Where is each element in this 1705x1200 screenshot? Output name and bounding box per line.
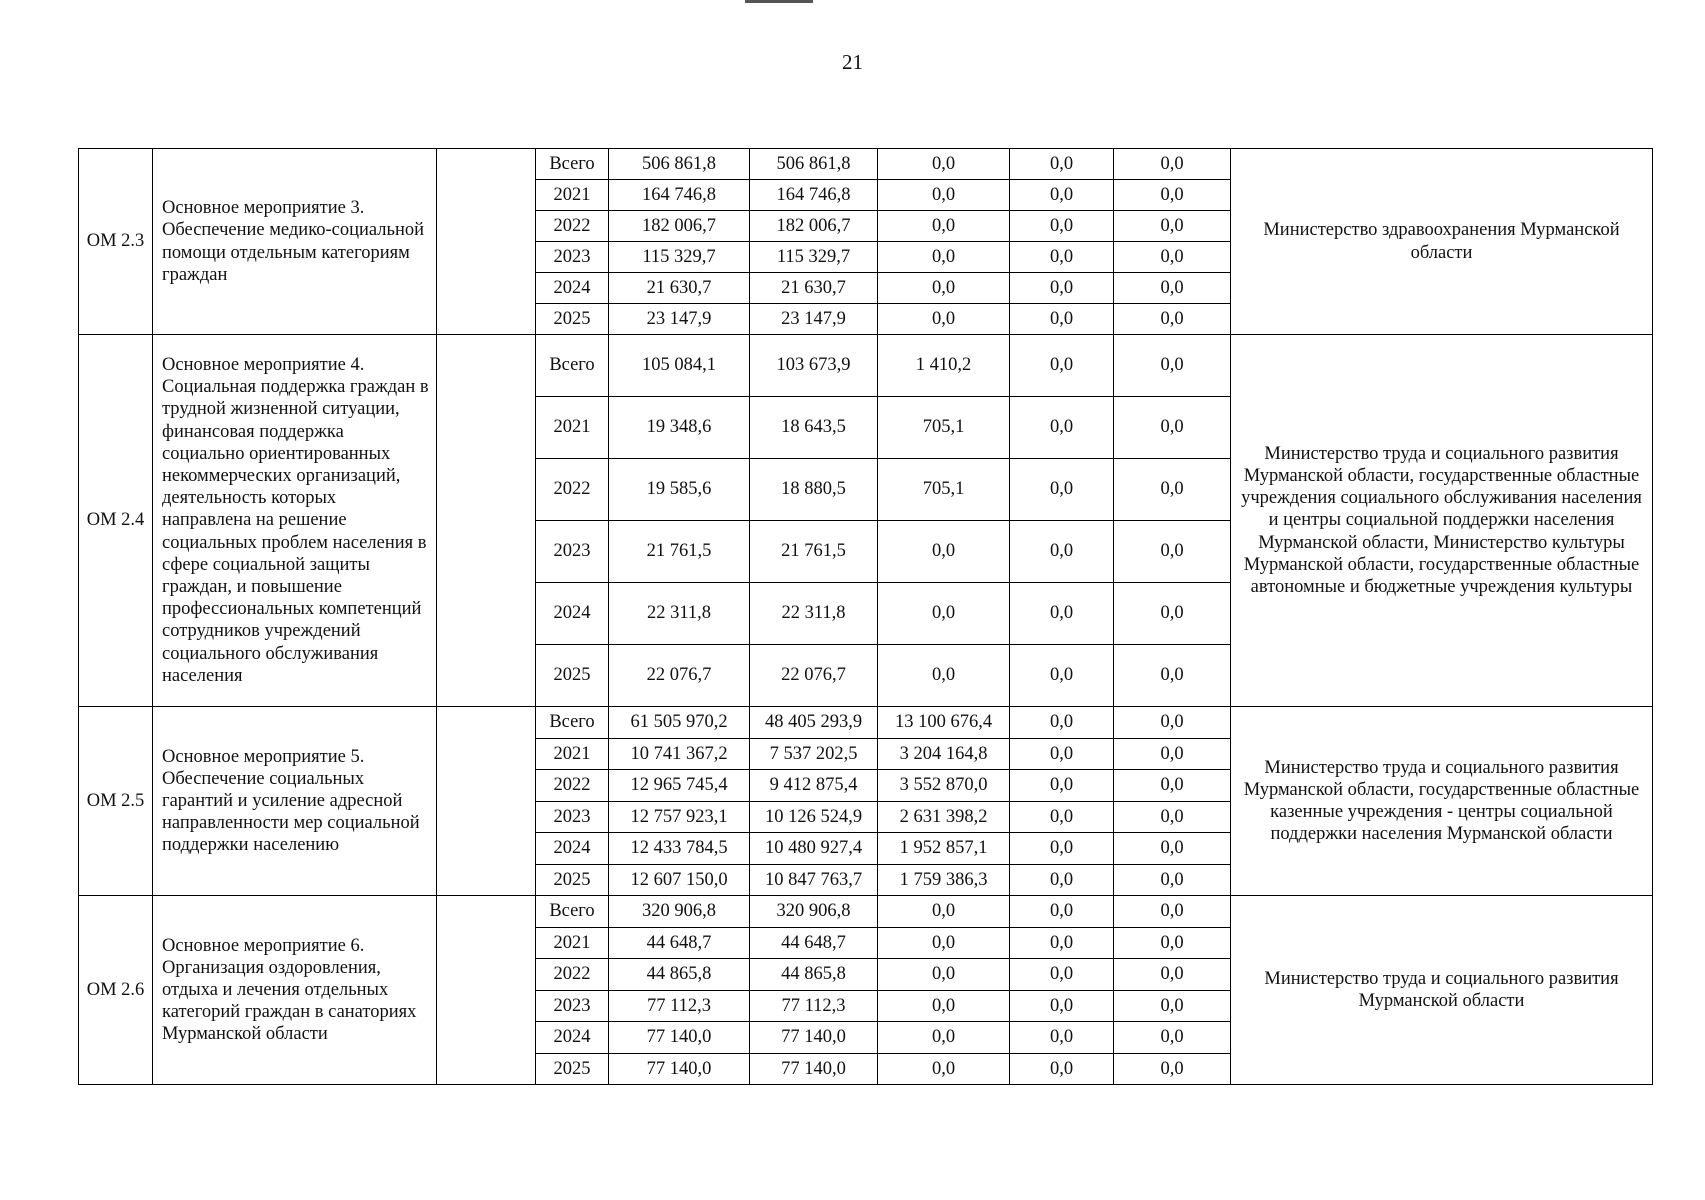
amount-cell-v4: 0,0	[1010, 927, 1114, 959]
amount-cell-v1: 77 140,0	[609, 1022, 750, 1054]
amount-cell-v3: 1 952 857,1	[878, 833, 1010, 865]
amount-cell-v3: 0,0	[878, 180, 1010, 211]
amount-cell-v2: 164 746,8	[750, 180, 878, 211]
amount-cell-v4: 0,0	[1010, 459, 1114, 521]
amount-cell-v2: 182 006,7	[750, 211, 878, 242]
year-cell: 2025	[536, 645, 609, 707]
amount-cell-v2: 103 673,9	[750, 335, 878, 397]
amount-cell-v1: 77 140,0	[609, 1053, 750, 1085]
amount-cell-v2: 7 537 202,5	[750, 738, 878, 770]
amount-cell-v4: 0,0	[1010, 211, 1114, 242]
amount-cell-v1: 12 607 150,0	[609, 864, 750, 896]
amount-cell-v2: 44 648,7	[750, 927, 878, 959]
year-cell: 2021	[536, 927, 609, 959]
amount-cell-v5: 0,0	[1114, 770, 1231, 802]
executor-cell: Министерство труда и социального развития Мурманской области, государственные областные казенные учреждения - центры социальной поддержки населения Мурманской области	[1231, 707, 1653, 896]
amount-cell-v3: 0,0	[878, 242, 1010, 273]
year-cell: 2022	[536, 459, 609, 521]
amount-cell-v3: 0,0	[878, 521, 1010, 583]
year-cell: 2023	[536, 801, 609, 833]
amount-cell-v3: 0,0	[878, 273, 1010, 304]
amount-cell-v5: 0,0	[1114, 738, 1231, 770]
amount-cell-v2: 77 112,3	[750, 990, 878, 1022]
amount-cell-v3: 705,1	[878, 397, 1010, 459]
amount-cell-v2: 21 761,5	[750, 521, 878, 583]
measure-code: ОМ 2.5	[79, 707, 153, 896]
amount-cell-v1: 10 741 367,2	[609, 738, 750, 770]
empty-cell	[437, 149, 536, 335]
measure-code: ОМ 2.4	[79, 335, 153, 707]
amount-cell-v2: 10 126 524,9	[750, 801, 878, 833]
amount-cell-v3: 705,1	[878, 459, 1010, 521]
amount-cell-v3: 0,0	[878, 990, 1010, 1022]
amount-cell-v4: 0,0	[1010, 1022, 1114, 1054]
amount-cell-v1: 320 906,8	[609, 896, 750, 928]
amount-cell-v3: 1 759 386,3	[878, 864, 1010, 896]
amount-cell-v2: 23 147,9	[750, 304, 878, 335]
amount-cell-v5: 0,0	[1114, 180, 1231, 211]
year-cell: 2025	[536, 304, 609, 335]
amount-cell-v4: 0,0	[1010, 738, 1114, 770]
amount-cell-v4: 0,0	[1010, 896, 1114, 928]
amount-cell-v1: 44 648,7	[609, 927, 750, 959]
amount-cell-v3: 0,0	[878, 1053, 1010, 1085]
measure-name: Основное мероприятие 5. Обеспечение социальных гарантий и усиление адресной направленности мер социальной поддержки населению	[153, 707, 437, 896]
amount-cell-v1: 105 084,1	[609, 335, 750, 397]
amount-cell-v5: 0,0	[1114, 304, 1231, 335]
amount-cell-v1: 19 348,6	[609, 397, 750, 459]
empty-cell	[437, 896, 536, 1085]
amount-cell-v3: 3 204 164,8	[878, 738, 1010, 770]
executor-cell: Министерство труда и социального развития Мурманской области, государственные областные учреждения социального обслуживания населения и центры социальной поддержки населения Мурманской области, Министерство культуры Мурманской области, государственные областные автономные и бюджетные учреждения культуры	[1231, 335, 1653, 707]
amount-cell-v4: 0,0	[1010, 864, 1114, 896]
year-cell: 2025	[536, 864, 609, 896]
measure-name: Основное мероприятие 4. Социальная поддержка граждан в трудной жизненной ситуации, финансовая поддержка социально ориентированных некоммерческих организаций, деятельность которых направлена на решение социальных проблем населения в сфере социальной защиты граждан, и повышение профессиональных компетенций сотрудников учреждений социального обслуживания населения	[153, 335, 437, 707]
year-cell: Всего	[536, 335, 609, 397]
amount-cell-v2: 44 865,8	[750, 959, 878, 991]
amount-cell-v5: 0,0	[1114, 896, 1231, 928]
executor-cell: Министерство труда и социального развития Мурманской области	[1231, 896, 1653, 1085]
amount-cell-v1: 12 965 745,4	[609, 770, 750, 802]
amount-cell-v4: 0,0	[1010, 959, 1114, 991]
amount-cell-v5: 0,0	[1114, 1022, 1231, 1054]
amount-cell-v4: 0,0	[1010, 304, 1114, 335]
amount-cell-v4: 0,0	[1010, 645, 1114, 707]
amount-cell-v4: 0,0	[1010, 801, 1114, 833]
year-cell: Всего	[536, 707, 609, 739]
empty-cell	[437, 335, 536, 707]
amount-cell-v3: 0,0	[878, 211, 1010, 242]
amount-cell-v5: 0,0	[1114, 707, 1231, 739]
amount-cell-v2: 10 847 763,7	[750, 864, 878, 896]
year-cell: 2022	[536, 770, 609, 802]
table-row	[79, 335, 1653, 397]
measure-code: ОМ 2.3	[79, 149, 153, 335]
amount-cell-v2: 48 405 293,9	[750, 707, 878, 739]
amount-cell-v3: 0,0	[878, 304, 1010, 335]
amount-cell-v1: 115 329,7	[609, 242, 750, 273]
year-cell: 2024	[536, 583, 609, 645]
amount-cell-v5: 0,0	[1114, 521, 1231, 583]
amount-cell-v4: 0,0	[1010, 242, 1114, 273]
funding-table	[78, 148, 1653, 1085]
empty-cell	[437, 707, 536, 896]
table-row	[79, 707, 1653, 739]
amount-cell-v3: 2 631 398,2	[878, 801, 1010, 833]
amount-cell-v5: 0,0	[1114, 1053, 1231, 1085]
year-cell: 2021	[536, 180, 609, 211]
amount-cell-v3: 0,0	[878, 927, 1010, 959]
amount-cell-v4: 0,0	[1010, 397, 1114, 459]
year-cell: 2023	[536, 242, 609, 273]
amount-cell-v4: 0,0	[1010, 1053, 1114, 1085]
amount-cell-v4: 0,0	[1010, 149, 1114, 180]
year-cell: 2025	[536, 1053, 609, 1085]
amount-cell-v2: 10 480 927,4	[750, 833, 878, 865]
year-cell: 2024	[536, 833, 609, 865]
amount-cell-v2: 22 076,7	[750, 645, 878, 707]
amount-cell-v2: 320 906,8	[750, 896, 878, 928]
amount-cell-v1: 23 147,9	[609, 304, 750, 335]
table-row	[79, 896, 1653, 928]
amount-cell-v3: 1 410,2	[878, 335, 1010, 397]
amount-cell-v2: 21 630,7	[750, 273, 878, 304]
amount-cell-v1: 19 585,6	[609, 459, 750, 521]
measure-name: Основное мероприятие 3. Обеспечение медико-социальной помощи отдельным категориям граждан	[153, 149, 437, 335]
amount-cell-v5: 0,0	[1114, 959, 1231, 991]
year-cell: 2024	[536, 1022, 609, 1054]
amount-cell-v3: 0,0	[878, 583, 1010, 645]
amount-cell-v1: 12 757 923,1	[609, 801, 750, 833]
year-cell: Всего	[536, 149, 609, 180]
amount-cell-v2: 77 140,0	[750, 1022, 878, 1054]
page-number: 21	[842, 50, 863, 74]
year-cell: 2021	[536, 738, 609, 770]
amount-cell-v5: 0,0	[1114, 645, 1231, 707]
amount-cell-v5: 0,0	[1114, 149, 1231, 180]
amount-cell-v3: 0,0	[878, 645, 1010, 707]
amount-cell-v4: 0,0	[1010, 180, 1114, 211]
amount-cell-v2: 77 140,0	[750, 1053, 878, 1085]
amount-cell-v5: 0,0	[1114, 583, 1231, 645]
amount-cell-v4: 0,0	[1010, 521, 1114, 583]
amount-cell-v5: 0,0	[1114, 801, 1231, 833]
amount-cell-v1: 21 761,5	[609, 521, 750, 583]
amount-cell-v5: 0,0	[1114, 459, 1231, 521]
amount-cell-v3: 13 100 676,4	[878, 707, 1010, 739]
amount-cell-v4: 0,0	[1010, 583, 1114, 645]
amount-cell-v5: 0,0	[1114, 335, 1231, 397]
amount-cell-v1: 77 112,3	[609, 990, 750, 1022]
amount-cell-v2: 9 412 875,4	[750, 770, 878, 802]
measure-code: ОМ 2.6	[79, 896, 153, 1085]
amount-cell-v1: 21 630,7	[609, 273, 750, 304]
amount-cell-v2: 18 643,5	[750, 397, 878, 459]
amount-cell-v1: 164 746,8	[609, 180, 750, 211]
measure-name: Основное мероприятие 6. Организация оздоровления, отдыха и лечения отдельных категорий граждан в санаториях Мурманской области	[153, 896, 437, 1085]
amount-cell-v5: 0,0	[1114, 990, 1231, 1022]
amount-cell-v5: 0,0	[1114, 927, 1231, 959]
amount-cell-v3: 3 552 870,0	[878, 770, 1010, 802]
year-cell: 2023	[536, 521, 609, 583]
amount-cell-v2: 506 861,8	[750, 149, 878, 180]
year-cell: 2022	[536, 959, 609, 991]
table-row	[79, 149, 1653, 180]
amount-cell-v5: 0,0	[1114, 397, 1231, 459]
year-cell: Всего	[536, 896, 609, 928]
top-edge-mark	[745, 0, 813, 3]
amount-cell-v4: 0,0	[1010, 990, 1114, 1022]
amount-cell-v3: 0,0	[878, 959, 1010, 991]
amount-cell-v3: 0,0	[878, 149, 1010, 180]
year-cell: 2023	[536, 990, 609, 1022]
year-cell: 2024	[536, 273, 609, 304]
amount-cell-v1: 44 865,8	[609, 959, 750, 991]
amount-cell-v5: 0,0	[1114, 833, 1231, 865]
amount-cell-v1: 182 006,7	[609, 211, 750, 242]
executor-cell: Министерство здравоохранения Мурманской области	[1231, 149, 1653, 335]
amount-cell-v1: 61 505 970,2	[609, 707, 750, 739]
amount-cell-v3: 0,0	[878, 896, 1010, 928]
amount-cell-v1: 22 311,8	[609, 583, 750, 645]
amount-cell-v3: 0,0	[878, 1022, 1010, 1054]
amount-cell-v2: 115 329,7	[750, 242, 878, 273]
amount-cell-v2: 18 880,5	[750, 459, 878, 521]
year-cell: 2021	[536, 397, 609, 459]
amount-cell-v4: 0,0	[1010, 273, 1114, 304]
amount-cell-v1: 22 076,7	[609, 645, 750, 707]
amount-cell-v5: 0,0	[1114, 864, 1231, 896]
amount-cell-v4: 0,0	[1010, 707, 1114, 739]
amount-cell-v4: 0,0	[1010, 770, 1114, 802]
amount-cell-v1: 506 861,8	[609, 149, 750, 180]
amount-cell-v1: 12 433 784,5	[609, 833, 750, 865]
amount-cell-v5: 0,0	[1114, 211, 1231, 242]
amount-cell-v4: 0,0	[1010, 335, 1114, 397]
year-cell: 2022	[536, 211, 609, 242]
amount-cell-v5: 0,0	[1114, 242, 1231, 273]
amount-cell-v4: 0,0	[1010, 833, 1114, 865]
amount-cell-v2: 22 311,8	[750, 583, 878, 645]
amount-cell-v5: 0,0	[1114, 273, 1231, 304]
